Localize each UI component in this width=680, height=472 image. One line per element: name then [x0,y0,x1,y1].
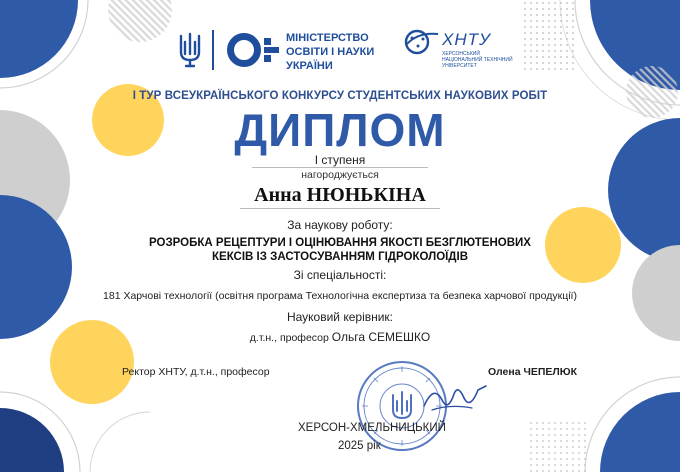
bottom-left-dark-quarter [0,408,64,472]
signature-scribble [420,378,490,418]
bottom-right-dotted-patch [528,418,588,472]
city: ХЕРСОН-ХМЕЛЬНИЦЬКИЙ [298,422,446,434]
bottom-left-grey-arc-2 [90,412,150,472]
ministry-line: УКРАЇНИ [286,60,333,72]
university-line: ХЕРСОНСЬКИЙ [442,51,480,57]
top-left-blue-quarter-circle [0,0,78,78]
work-title-line: КЕКСІВ ІЗ ЗАСТОСУВАННЯМ ГІДРОКОЛОЇДІВ [212,251,468,263]
ministry-name [286,31,374,73]
contest-title: І ТУР ВСЕУКРАЇНСЬКОГО КОНКУРСУ СТУДЕНТСЬКИХ НАУКОВИХ РОБІТ [132,90,548,102]
header-divider [212,30,214,70]
ministry-logo-icon [225,31,281,69]
recipient-name: Анна НЮНЬКІНА [254,184,426,206]
rector-position: Ректор ХНТУ, д.т.н., професор [122,366,270,378]
trident-icon [178,32,202,68]
recipient-underline [240,208,440,209]
university-line: УНІВЕРСИТЕТ [442,63,477,69]
specialty-label: Зі спеціальності: [293,268,387,282]
supervisor [0,330,680,344]
university-logo-icon [404,28,440,56]
university-short-name: ХНТУ [442,30,491,49]
ministry-line: ОСВІТИ І НАУКИ [286,46,375,58]
supervisor-title: д.т.н., професор [249,332,329,344]
work-label: За наукову роботу: [287,218,393,232]
university-line: НАЦІОНАЛЬНИЙ ТЕХНІЧНИЙ [442,57,513,63]
degree-underline [252,167,428,168]
rector-name: Олена ЧЕПЕЛЮК [488,366,578,378]
top-right-dotted-patch [520,0,578,70]
bottom-right-blue-disc [600,392,680,472]
work-title-line: РОЗРОБКА РЕЦЕПТУРИ І ОЦІНЮВАННЯ ЯКОСТІ БЕЗГЛЮТЕНОВИХ [149,237,531,249]
awarded-label: нагороджується [301,169,379,181]
specialty: 181 Харчові технології (освітня програма Технологічна експертиза та безпека харчової продукції) [103,290,577,302]
university-full-name [442,51,513,69]
ministry-line: МІНІСТЕРСТВО [286,32,369,44]
supervisor-label: Науковий керівник: [286,310,394,324]
top-left-hatched-circle [108,0,172,42]
supervisor-name: Ольга СЕМЕШКО [331,330,431,344]
year: 2025 рік [338,440,381,452]
diploma-title: ДИПЛОМ [234,104,446,156]
degree: І ступеня [314,153,366,167]
